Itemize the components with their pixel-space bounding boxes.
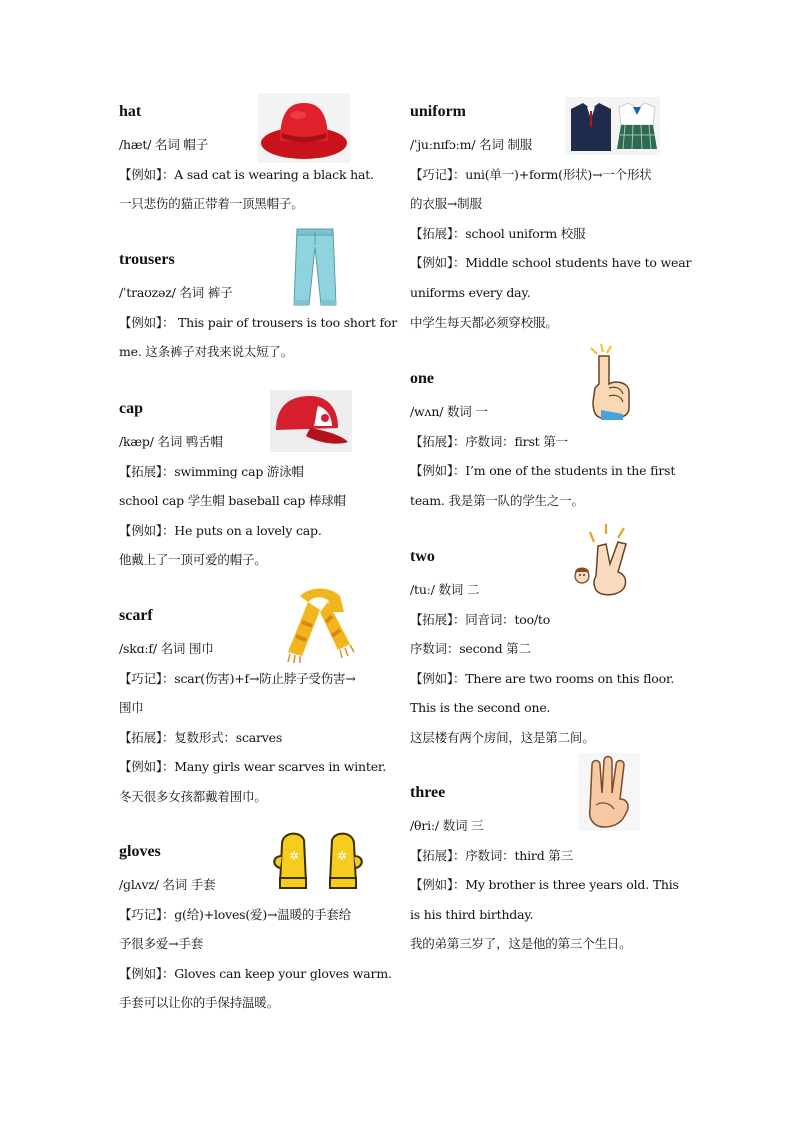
word-uniform: uniform	[410, 103, 466, 120]
memory-line: 围巾	[119, 700, 144, 716]
memory-line: 【巧记】：g(给)+loves(爱)→温暖的手套给	[119, 906, 352, 922]
extension-line: 【拓展】：序数词：first 第一	[410, 433, 568, 449]
word-two: two	[410, 548, 435, 565]
example-line: 【例如】：He puts on a lovely cap.	[119, 522, 322, 538]
phonetic-line: /skɑːf/ 名词 围巾	[119, 641, 214, 656]
two-fingers-icon	[566, 520, 650, 604]
phonetic-line: /ˈjuːnɪfɔːm/ 名词 制服	[410, 137, 533, 152]
extension-line: 【拓展】：同音词：too/to	[410, 611, 551, 627]
translation-line: me. 这条裤子对我来说太短了。	[119, 344, 293, 360]
example-line: 【例如】： This pair of trousers is too short for	[119, 314, 397, 330]
svg-text:✲: ✲	[289, 849, 300, 863]
three-fingers-icon	[578, 753, 640, 831]
memory-line: 【巧记】：scar(伤害)+f→防止脖子受伤害→	[119, 670, 356, 686]
example-line: team. 我是第一队的学生之一。	[410, 492, 584, 508]
memory-line: 【巧记】：uni(单一)+form(形状)→一个形状	[410, 166, 652, 182]
extension-line: school cap 学生帽 baseball cap 棒球帽	[119, 493, 346, 509]
phonetic-line: /θriː/ 数词 三	[410, 818, 484, 833]
svg-text:✲: ✲	[337, 849, 348, 863]
extension-line: 【拓展】：school uniform 校服	[410, 225, 586, 241]
word-trousers: trousers	[119, 251, 175, 268]
red-hat-icon	[258, 93, 350, 163]
phonetic-line: /tuː/ 数词 二	[410, 582, 480, 597]
entry-trousers	[119, 249, 397, 367]
uniform-icon	[565, 97, 660, 155]
example-line: 【例如】：Gloves can keep your gloves warm.	[119, 965, 392, 981]
translation-line: 这层楼有两个房间，这是第二间。	[410, 729, 595, 745]
example-line: uniforms every day.	[410, 284, 531, 300]
word-cap: cap	[119, 400, 143, 417]
translation-line: 一只悲伤的猫正带着一顶黑帽子。	[119, 196, 304, 212]
example-line: 【例如】：Many girls wear scarves in winter.	[119, 759, 387, 775]
word-gloves: gloves	[119, 843, 161, 860]
example-line: 【例如】：I’m one of the students in the first	[410, 463, 676, 479]
entry-one	[410, 368, 685, 515]
entry-cap	[119, 398, 394, 575]
translation-line: 手套可以让你的手保持温暖。	[119, 995, 279, 1011]
extension-line: 【拓展】：swimming cap 游泳帽	[119, 463, 304, 479]
example-line: is his third birthday.	[410, 906, 534, 922]
cap-icon	[270, 390, 352, 452]
example-line: 【例如】：There are two rooms on this floor.	[410, 670, 675, 686]
word-one: one	[410, 370, 434, 387]
extension-line: 序数词：second 第二	[410, 641, 531, 657]
memory-line: 的衣服→制服	[410, 196, 482, 212]
phonetic-line: /ɡlʌvz/ 名词 手套	[119, 877, 216, 892]
example-line: 【例如】：Middle school students have to wear	[410, 255, 692, 271]
phonetic-line: /ˈtraʊzəz/ 名词 裤子	[119, 285, 233, 300]
example-line: 【例如】：My brother is three years old. This	[410, 877, 679, 893]
trousers-icon	[289, 225, 341, 310]
gloves-icon	[270, 826, 368, 894]
extension-line: 【拓展】：序数词：third 第三	[410, 847, 573, 863]
one-finger-icon	[585, 340, 637, 420]
phonetic-line: /wʌn/ 数词 一	[410, 404, 488, 419]
translation-line: 冬天很多女孩都戴着围巾。	[119, 788, 267, 804]
word-three: three	[410, 784, 446, 801]
word-hat: hat	[119, 103, 142, 120]
scarf-icon	[272, 582, 360, 664]
example-line: This is the second one.	[410, 700, 551, 716]
extension-line: 【拓展】：复数形式：scarves	[119, 729, 283, 745]
word-scarf: scarf	[119, 607, 153, 624]
translation-line: 我的弟第三岁了，这是他的第三个生日。	[410, 936, 632, 952]
example-line: 【例如】：A sad cat is wearing a black hat.	[119, 166, 374, 182]
phonetic-line: /kæp/ 名词 鸭舌帽	[119, 434, 223, 449]
translation-line: 中学生每天都必须穿校服。	[410, 314, 558, 330]
memory-line: 予很多爱→手套	[119, 936, 204, 952]
phonetic-line: /hæt/ 名词 帽子	[119, 137, 208, 152]
entry-three	[410, 782, 685, 959]
translation-line: 他戴上了一顶可爱的帽子。	[119, 552, 267, 568]
